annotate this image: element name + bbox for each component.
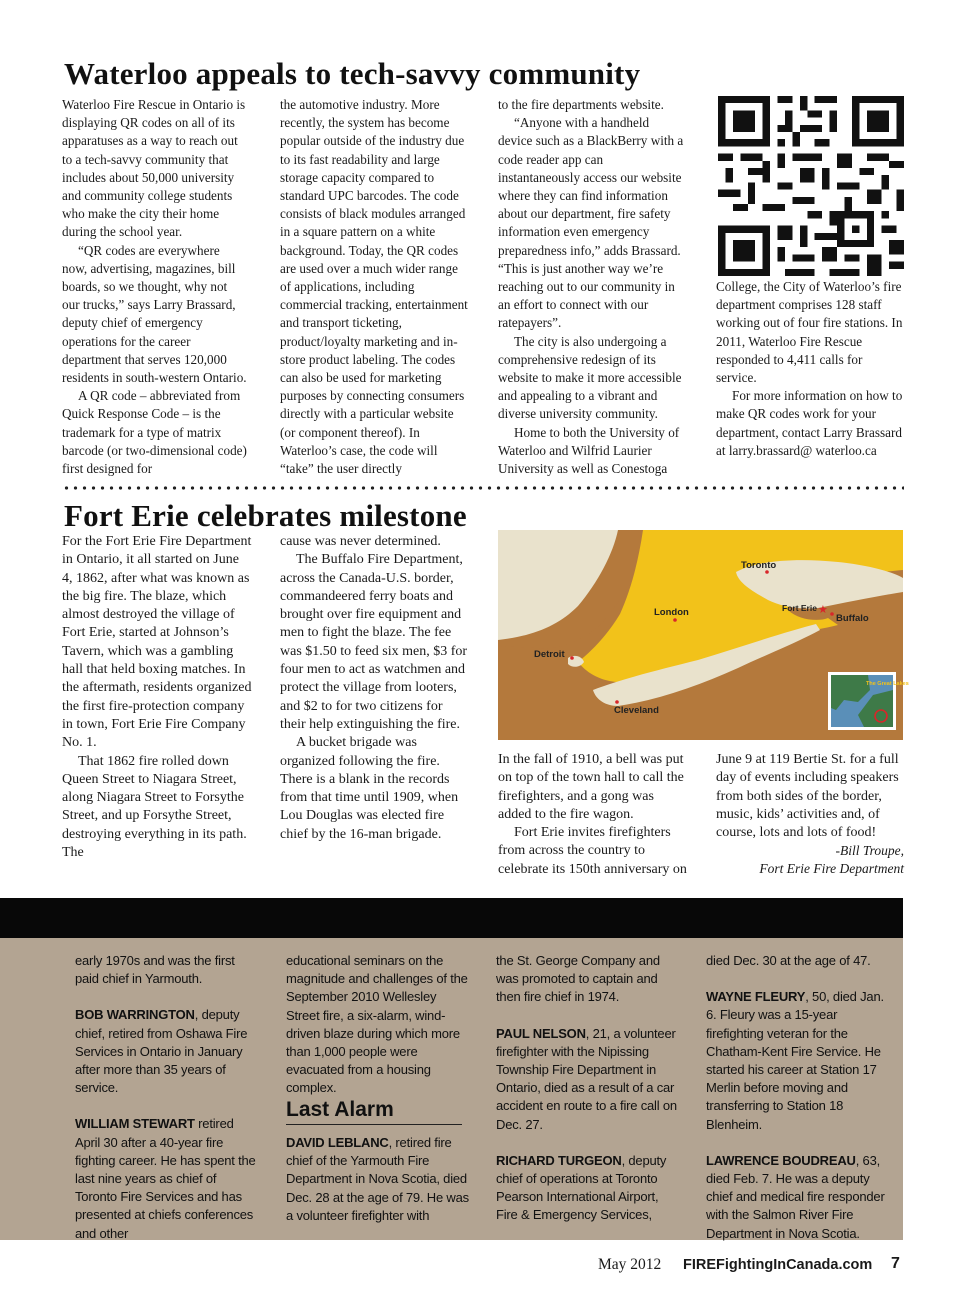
obituary-entry: RICHARD TURGEON, deputy chief of operations at Toronto Pearson International Airport, Fire & Emergency Services, <box>496 1152 667 1223</box>
map-label-toronto: Toronto <box>741 560 777 571</box>
obituary-entry: WILLIAM STEWART retired April 30 after a 40-year fire fighting career. He has spent the last nine years as chief of Toronto Fire Services and has presented at chiefs conferences and other <box>75 1116 256 1241</box>
map-city-dot <box>615 700 619 704</box>
paragraph: That 1862 fire rolled down Queen Street to Niagara Street, along Niagara Street to Forsythe Street, and up Forsythe Street, destroying everything in its path. The <box>62 753 247 861</box>
paragraph: cause was never determined. <box>280 534 441 549</box>
paragraph: A QR code – abbreviated from Quick Response Code – is the trademark for a type of matrix barcode (or two-dimensional code) first designed for <box>62 388 247 477</box>
byline <box>716 842 904 878</box>
obituary-column-4 <box>706 952 892 1261</box>
great-lakes-map <box>498 530 909 740</box>
byline-organization: Fort Erie Fire Department <box>759 861 904 876</box>
paragraph: The Buffalo Fire Department, across the Canada-U.S. border, commandeered ferry boats and brought over fire equipment and men to fight the blaze. The fee was $1.50 to feed six men, $3 for four men to act as watchmen and protect the village from looters, and $2 to for two citizens for their help extinguishing the fire. <box>280 552 468 732</box>
byline-name: -Bill Troupe, <box>835 843 904 858</box>
waterloo-column-2 <box>280 96 470 478</box>
waterloo-column-4 <box>716 278 906 460</box>
paragraph: to the fire departments website. <box>498 97 664 112</box>
paragraph: Waterloo Fire Rescue in Ontario is displaying QR codes on all of its apparatuses as a way to reach out to a tech-savvy community that includes about 50,000 university and community college students who make the city their home during the school year. <box>62 97 246 240</box>
obituary-entry: BOB WARRINGTON, deputy chief, retired from Oshawa Fire Services in Ontario in January after more than 35 years of service. <box>75 1007 248 1096</box>
obituary-column-1 <box>75 952 259 1261</box>
obituary-entry: LAWRENCE BOUDREAU, 63, died Feb. 7. He was a deputy chief and medical fire responder with the Salmon River Fire Department in Nova Scotia. <box>706 1152 885 1241</box>
article-headline-fort-erie: Fort Erie celebrates milestone <box>64 498 467 533</box>
map-label-london: London <box>654 607 689 618</box>
map-label-cleveland: Cleveland <box>614 705 659 716</box>
paragraph: In the fall of 1910, a bell was put on top of the town hall to call the firefighters, and a gong was added to the fire wagon. <box>498 752 684 822</box>
paragraph: Home to both the University of Waterloo and Wilfrid Laurier University as well as Conestoga <box>498 424 680 477</box>
section-title-last-alarm: Last Alarm <box>286 1096 462 1125</box>
map-city-dot <box>830 612 834 616</box>
paragraph: “QR codes are everywhere now, advertising, magazines, bill boards, so we thought, why not our trucks,” says Larry Brassard, deputy chief of emergency operations for the career department that serves 120,000 residents in south-western Ontario. <box>62 242 247 386</box>
obituary-column-2-top <box>286 952 470 1116</box>
map-label-fort-erie: Fort Erie <box>782 603 817 613</box>
obituary-entry: educational seminars on the magnitude and challenges of the September 2010 Wellesley Street fire, a six-alarm, wind-driven blaze during which more than 1,000 people were evacuated from a housing complex. <box>286 953 468 1096</box>
obituary-entry: early 1970s and was the first paid chief in Yarmouth. <box>75 953 235 987</box>
map-label-buffalo: Buffalo <box>836 613 869 624</box>
map-fort-erie-star: ★ <box>818 603 828 616</box>
obituary-entry: PAUL NELSON, 21, a volunteer firefighter with the Nipissing Township Fire Department in Ontario, died as a result of a car accident en route to a fire call on Dec. 27. <box>496 1025 677 1132</box>
obituary-entry: DAVID LEBLANC, retired fire chief of the Yarmouth Fire Department in Nova Scotia, died Dec. 28 at the age of 79. He was a volunteer firefighter with <box>286 1135 469 1223</box>
fort-erie-column-1 <box>62 533 252 862</box>
obituary-name: BOB WARRINGTON <box>75 1007 195 1023</box>
waterloo-column-3 <box>498 96 686 478</box>
obituary-name: PAUL NELSON <box>496 1025 586 1041</box>
fort-erie-column-3 <box>498 751 690 879</box>
paragraph: For the Fort Erie Fire Department in Ontario, it all started on June 4, 1862, after what was known as the big fire. The blaze, which almost destroyed the village of Fort Erie, started at Johnson’s Tavern, which was a gambling hall that held boxing matches. In the aftermath, residents organized the first fire-protection company in town, Fort Erie Fire Company No. 1. <box>62 534 252 751</box>
obituary-name: WAYNE FLEURY <box>706 989 806 1005</box>
paragraph: A bucket brigade was organized following the fire. There is a blank in the records from that time until 1909, when Lou Douglas was elected fire chief by the 16-man brigade. <box>280 735 459 842</box>
waterloo-column-1 <box>62 96 248 478</box>
obituary-name: DAVID LEBLANC <box>286 1135 389 1150</box>
footer-page-number: 7 <box>891 1255 900 1272</box>
map-city-dot <box>673 618 677 622</box>
obituary-column-2-bottom <box>286 1134 470 1243</box>
inset-label: The Great Lakes <box>866 681 909 687</box>
obituary-name: LAWRENCE BOUDREAU <box>706 1152 856 1168</box>
obituary-name: RICHARD TURGEON <box>496 1152 622 1168</box>
dotted-divider <box>62 484 904 492</box>
paragraph: The city is also undergoing a comprehensive redesign of its website to make it more accessible and appealing to a vibrant and diverse university community. <box>498 333 682 422</box>
paragraph: “Anyone with a handheld device such as a BlackBerry with a code reader app can instantaneously access our website where they can find information about our department, fire safety information even emergency preparedness info,” adds Brassard. “This is just another way we’re reaching out to our community in an effort to connect with our ratepayers”. <box>498 115 684 331</box>
obituary-entry: the St. George Company and was promoted to captain and then fire chief in 1974. <box>496 953 660 1005</box>
obituary-entry: WAYNE FLEURY, 50, died Jan. 6. Fleury was a 15-year firefighting veteran for the Chatham-Kent Fire Service. He started his career at Station 17 Merlin before moving and transferring to Station 18 Blenheim. <box>706 989 884 1132</box>
obituary-column-3 <box>496 952 682 1243</box>
footer-site-url[interactable]: FIREFightingInCanada.com <box>683 1257 873 1273</box>
obituary-name: WILLIAM STEWART <box>75 1116 195 1132</box>
section-band <box>0 898 903 938</box>
fort-erie-column-4 <box>716 751 906 842</box>
article-headline-waterloo: Waterloo appeals to tech-savvy community <box>64 56 641 91</box>
qr-code-image <box>718 96 904 276</box>
paragraph: College, the City of Waterloo’s fire department comprises 128 staff working out of four fire stations. In 2011, Waterloo Fire Rescue responded to 4,411 calls for service. <box>716 279 903 386</box>
paragraph: the automotive industry. More recently, the system has become popular outside of the industry due to its fast readability and large storage capacity compared to standard UPC barcodes. The code consists of black modules arranged in a square pattern on a white background. Today, the QR codes are used over a much wider range of applications, including commercial tracking, entertainment and transport ticketing, product/loyalty marketing and in-store product labeling. The codes can also be used for marketing purposes by connecting consumers directly with a particular website (or component thereof). In Waterloo’s case, the code will “take” the user directly <box>280 97 468 477</box>
paragraph: Fort Erie invites firefighters from across the country to celebrate its 150th anniversary on <box>498 825 687 877</box>
footer-issue-date: May 2012 <box>598 1256 662 1273</box>
map-city-dot <box>570 656 574 660</box>
map-label-detroit: Detroit <box>534 649 565 660</box>
fort-erie-column-2 <box>280 533 470 844</box>
obituary-entry: died Dec. 30 at the age of 47. <box>706 953 871 968</box>
paragraph: For more information on how to make QR codes work for your department, contact Larry Brassard at larry.brassard@ waterloo.ca <box>716 388 903 458</box>
paragraph: June 9 at 119 Bertie St. for a full day of events including speakers from both sides of the border, music, kids’ activities and, of course, lots and lots of food! <box>716 752 899 841</box>
